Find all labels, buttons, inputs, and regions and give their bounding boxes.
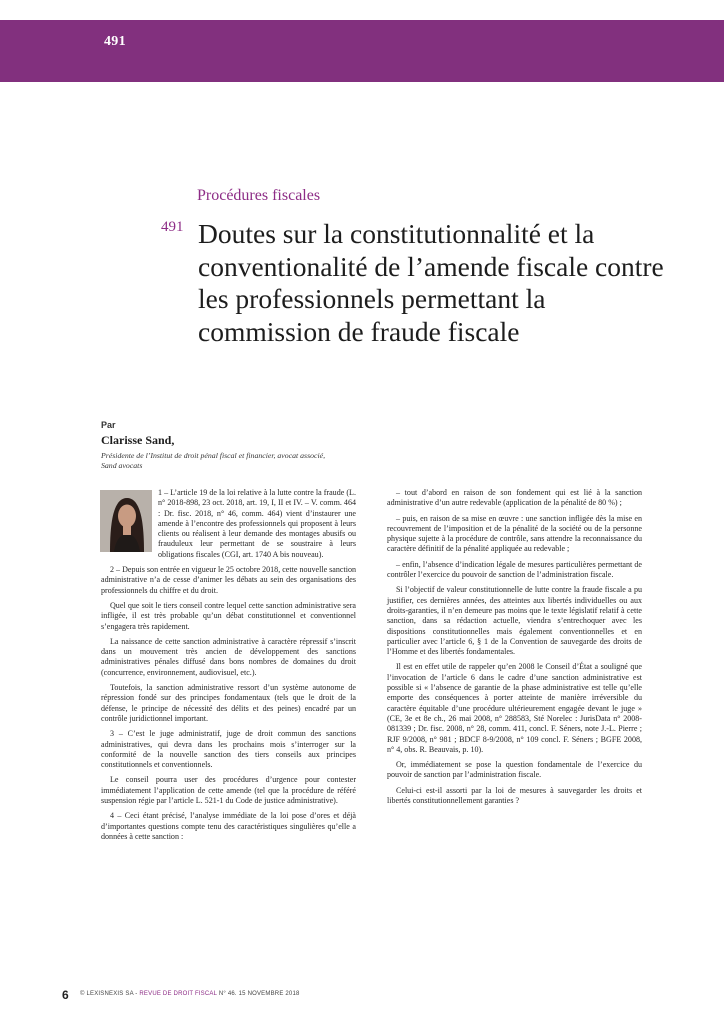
paragraph-1: 1 – L’article 19 de la loi relative à la lutte contre la fraude (L. n° 2018-898, 23 oct. 2018, art. 19, I, II et IV. – V. comm. 464 : Dr. fisc. 2018, n° 46, comm. 464) vient d’instaurer une amende à l’encontre des professionnels qui proposent à leurs clients ou réalisent à leur demande des montages abusifs ou frauduleux leur permettant de se soustraire à leurs obligations fiscales (CGI, art. 1740 A bis nouveau). — [158, 488, 356, 559]
paragraph-9: – tout d’abord en raison de son fondement qui est lié à la sanction administrative d’un autre redevable (application de la pénalité de 80 %) ; — [387, 488, 642, 508]
paragraph-2: 2 – Depuis son entrée en vigueur le 25 octobre 2018, cette nouvelle sanction administrative n’a de cesse d’animer les débats au sein des organisations des professionnels du chiffre et du droit. — [101, 565, 356, 595]
paragraph-14: Or, immédiatement se pose la question fondamentale de l’exercice du pouvoir de sanction par l’administration fiscale. — [387, 760, 642, 780]
author-name — [101, 433, 174, 448]
article-title: Doutes sur la constitutionnalité et la conventionalité de l’amende fiscale contre les professionnels permettant la commission de fraude fiscale — [198, 218, 664, 347]
footer-publisher: © LEXISNEXIS SA - — [80, 991, 138, 997]
paragraph-5: Toutefois, la sanction administrative ressort d’un système autonome de répression fondé sur des principes fondamentaux (tels que le droit de la défense, le principe de nécessité des délits et des peines) encadré par un contrôle juridictionnel important. — [101, 683, 356, 723]
byline-label: Par — [101, 420, 116, 430]
paragraph-8: 4 – Ceci étant précisé, l’analyse immédiate de la loi pose d’ores et déjà d’importantes questions compte tenu des caractéristiques singulières qu’elle a données à cette sanction : — [101, 811, 356, 841]
footer-journal: REVUE DE DROIT FISCAL — [139, 991, 217, 997]
author-name-text: Clarisse Sand, — [101, 433, 175, 447]
article-number: 491 — [161, 219, 184, 235]
paragraph-4: La naissance de cette sanction administrative à caractère répressif s’inscrit dans un mouvement très ancien de développement des sanctions administratives pénales diffusé dans bons nombres de domaines du droit (concurrence, environnement, audiovisuel, etc.). — [101, 636, 356, 677]
header-band — [0, 20, 724, 82]
paragraph-12: Si l’objectif de valeur constitutionnelle de lutte contre la fraude fiscale a pu justifier, ces dernières années, des atteintes aux libertés individuelles ou aux droits-garanties, il n’en demeure pas moins que le texte législatif relatif à cette sanction, dans sa rédaction actuelle, viendra s’entrechoquer avec les dispositions constitutionnelles mais également conventionnelles et en particulier avec l’article 6, § 1 de la Convention de sauvegarde des droits de l’Homme et des libertés fondamentales. — [387, 585, 642, 657]
paragraph-6: 3 – C’est le juge administratif, juge de droit commun des sanctions administratives, qui devra dans les prochains mois s’interroger sur la conformité de la nouvelle sanction des tiers conseils aux principes constitutionnels et conventionnels. — [101, 729, 356, 770]
paragraph-13: Il est en effet utile de rappeler qu’en 2008 le Conseil d’État a souligné que l’invocation de l’article 6 dans le cadre d’une sanction administrative est possible si « l’absence de garantie de la phase administrative est telle qu’elle emporte des conséquences à porter atteinte de manière irréversible du caractère équitable d’une procédure ultérieurement engagée devant le juge » (CE, 3e et 8e ch., 26 mai 2008, n° 288583, Sté Norelec : JurisData n° 2008-081339 ; Dr. fisc. 2008, n° 28, comm. 411, concl. F. Séners, note J.-L. Pierre ; RJF 9/2008, n° 981 ; BDCF 8-9/2008, n° 109 concl. F. Séners ; BGFE 2008, n° 4, obs. R. Beauvais, p. 10). — [387, 662, 642, 754]
section-label: Procédures fiscales — [197, 187, 321, 204]
paragraph-3: Quel que soit le tiers conseil contre lequel cette sanction administrative sera infligée, il est très probable qu’un débat constitutionnel et conventionnel s’engagera très rapidement. — [101, 600, 356, 631]
left-column — [101, 488, 356, 847]
footer-page-number: 6 — [62, 988, 69, 1002]
right-column — [387, 488, 642, 811]
footer-issue: N° 46. 15 NOVEMBRE 2018 — [218, 991, 300, 997]
author-affiliation: Présidente de l’Institut de droit pénal fiscal et financier, avocat associé, Sand avocats — [101, 451, 326, 470]
paragraph-7: Le conseil pourra user des procédures d’urgence pour contester immédiatement l’application de cette amende (tel que la procédure de référé suspension régie par l’article L. 521-1 du Code de justice administrative). — [101, 775, 356, 806]
paragraph-10: – puis, en raison de sa mise en œuvre : une sanction infligée dès la mise en recouvrement de l’imposition et de la pénalité de la société ou de la personne physique sujette à la procédure de contrôle, sans attendre la reconnaissance du caractère définitif de la pénalité appliquée au redevable ; — [387, 513, 642, 554]
footer-credits — [80, 991, 300, 997]
paragraph-15: Celui-ci est-il assorti par la loi de mesures à sauvegarder les droits et libertés constitutionnellement garanties ? — [387, 785, 642, 806]
header-page-ref: 491 — [104, 34, 126, 49]
paragraph-11: – enfin, l’absence d’indication légale de mesures particulières permettant de contrôler l’exercice du pouvoir de sanction de l’administration fiscale. — [387, 559, 642, 580]
